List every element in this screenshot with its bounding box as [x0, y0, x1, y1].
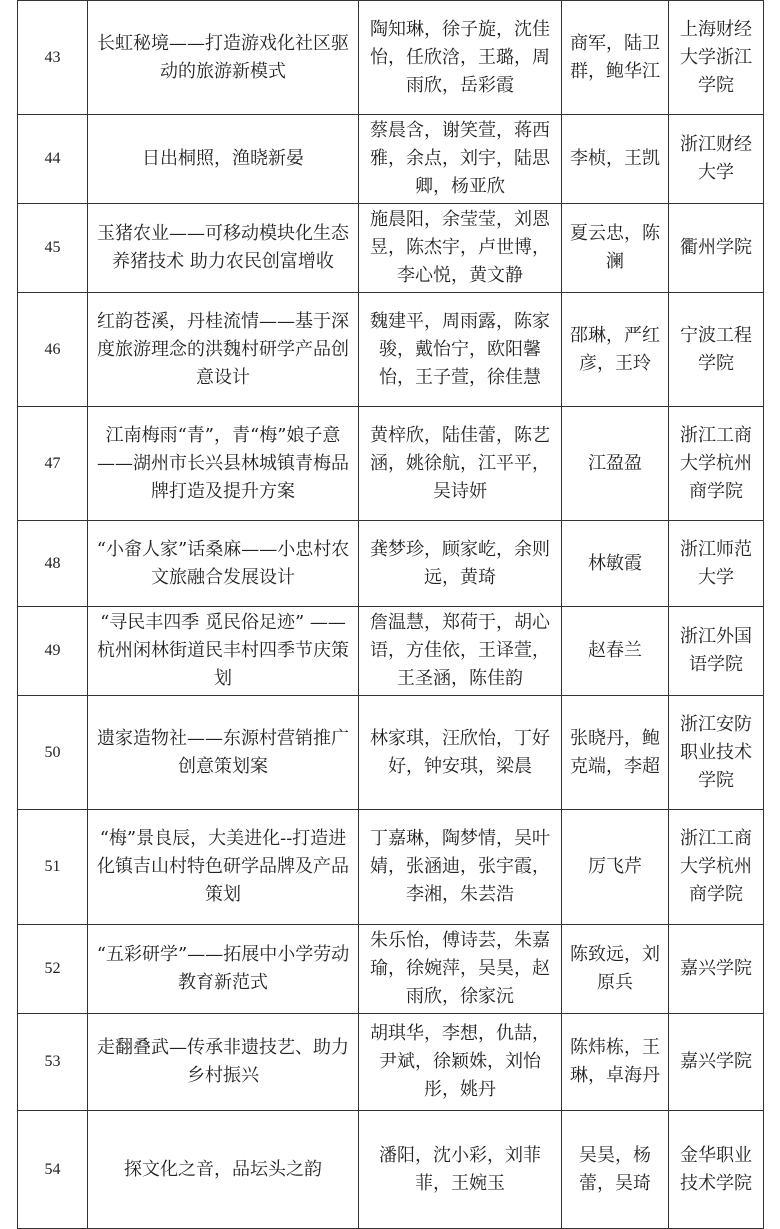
school: 嘉兴学院 [669, 925, 764, 1014]
project-name: 走翻叠武—传承非遗技艺、助力乡村振兴 [88, 1014, 359, 1111]
row-number: 45 [18, 204, 88, 293]
team-members: 施晨阳，余莹莹，刘恩昱，陈杰宇，卢世博，李心悦，黄文静 [359, 204, 562, 293]
table-row [18, 925, 764, 1014]
team-members: 龚梦珍，顾家屹，余则远，黄琦 [359, 521, 562, 607]
advisors: 陈致远，刘原兵 [562, 925, 669, 1014]
table-row [18, 696, 764, 810]
row-number: 48 [18, 521, 88, 607]
project-name: 江南梅雨“青”，青“梅”娘子意——湖州市长兴县林城镇青梅品牌打造及提升方案 [88, 407, 359, 521]
table-row [18, 521, 764, 607]
row-number: 50 [18, 696, 88, 810]
table-row [18, 607, 764, 696]
team-members: 胡琪华，李想，仇喆，尹斌，徐颖姝，刘怡彤，姚丹 [359, 1014, 562, 1111]
advisors: 邵琳，严红彦，王玲 [562, 293, 669, 407]
school: 浙江财经大学 [669, 115, 764, 204]
table-row [18, 1014, 764, 1111]
table-row [18, 1, 764, 115]
advisors: 吴昊，杨蕾，吴琦 [562, 1111, 669, 1229]
advisors: 李桢，王凯 [562, 115, 669, 204]
school: 嘉兴学院 [669, 1014, 764, 1111]
table-row [18, 293, 764, 407]
table-row [18, 1111, 764, 1229]
team-members: 魏建平，周雨露，陈家骏，戴怡宁，欧阳馨怡，王子萱，徐佳慧 [359, 293, 562, 407]
row-number: 43 [18, 1, 88, 115]
project-name: 玉猪农业——可移动模块化生态养猪技术 助力农民创富增收 [88, 204, 359, 293]
school: 浙江工商大学杭州商学院 [669, 407, 764, 521]
school: 浙江外国语学院 [669, 607, 764, 696]
row-number: 44 [18, 115, 88, 204]
advisors: 江盈盈 [562, 407, 669, 521]
team-members: 詹温慧，郑荷于，胡心语，方佳依，王译萱，王圣涵，陈佳韵 [359, 607, 562, 696]
team-members: 潘阳，沈小彩，刘菲菲，王婉玉 [359, 1111, 562, 1229]
advisors: 赵春兰 [562, 607, 669, 696]
advisors: 陈炜栋，王琳，卓海丹 [562, 1014, 669, 1111]
school: 上海财经大学浙江学院 [669, 1, 764, 115]
row-number: 46 [18, 293, 88, 407]
award-table [17, 0, 764, 1229]
row-number: 49 [18, 607, 88, 696]
advisors: 夏云忠，陈澜 [562, 204, 669, 293]
team-members: 陶知琳，徐子旋，沈佳怡，任欣浛，王璐，周雨欣，岳彩霞 [359, 1, 562, 115]
table-row [18, 810, 764, 925]
advisors: 林敏霞 [562, 521, 669, 607]
school: 衢州学院 [669, 204, 764, 293]
project-name: “梅”景良辰，大美进化--打造进化镇吉山村特色研学品牌及产品策划 [88, 810, 359, 925]
team-members: 朱乐怡，傅诗芸，朱嘉瑜，徐婉萍，吴昊，赵雨欣，徐家沅 [359, 925, 562, 1014]
advisors: 张晓丹，鲍克端，李超 [562, 696, 669, 810]
advisors: 厉飞芹 [562, 810, 669, 925]
project-name: 日出桐照，渔晓新晏 [88, 115, 359, 204]
project-name: “小畲人家”话桑麻——小忠村农文旅融合发展设计 [88, 521, 359, 607]
row-number: 54 [18, 1111, 88, 1229]
project-name: 红韵苍溪，丹桂流情——基于深度旅游理念的洪魏村研学产品创意设计 [88, 293, 359, 407]
project-name: 遗家造物社——东源村营销推广创意策划案 [88, 696, 359, 810]
school: 宁波工程学院 [669, 293, 764, 407]
row-number: 53 [18, 1014, 88, 1111]
team-members: 黄梓欣，陆佳蕾，陈艺涵，姚徐航，江平平，吴诗妍 [359, 407, 562, 521]
team-members: 林家琪，汪欣怡，丁好好，钟安琪，梁晨 [359, 696, 562, 810]
row-number: 47 [18, 407, 88, 521]
school: 浙江工商大学杭州商学院 [669, 810, 764, 925]
team-members: 丁嘉琳，陶梦情，吴叶婧，张涵迪，张宇霞，李湘，朱芸浩 [359, 810, 562, 925]
table-row [18, 115, 764, 204]
school: 金华职业技术学院 [669, 1111, 764, 1229]
project-name: “五彩研学”——拓展中小学劳动教育新范式 [88, 925, 359, 1014]
school: 浙江安防职业技术学院 [669, 696, 764, 810]
row-number: 51 [18, 810, 88, 925]
project-name: “寻民丰四季 觅民俗足迹” ——杭州闲林街道民丰村四季节庆策划 [88, 607, 359, 696]
project-name: 长虹秘境——打造游戏化社区驱动的旅游新模式 [88, 1, 359, 115]
advisors: 商军，陆卫群，鲍华江 [562, 1, 669, 115]
table-row [18, 204, 764, 293]
project-name: 探文化之音，品坛头之韵 [88, 1111, 359, 1229]
school: 浙江师范大学 [669, 521, 764, 607]
table-row [18, 407, 764, 521]
row-number: 52 [18, 925, 88, 1014]
team-members: 蔡晨含，谢笑萱，蒋西雅，余点，刘宇，陆思卿，杨亚欣 [359, 115, 562, 204]
